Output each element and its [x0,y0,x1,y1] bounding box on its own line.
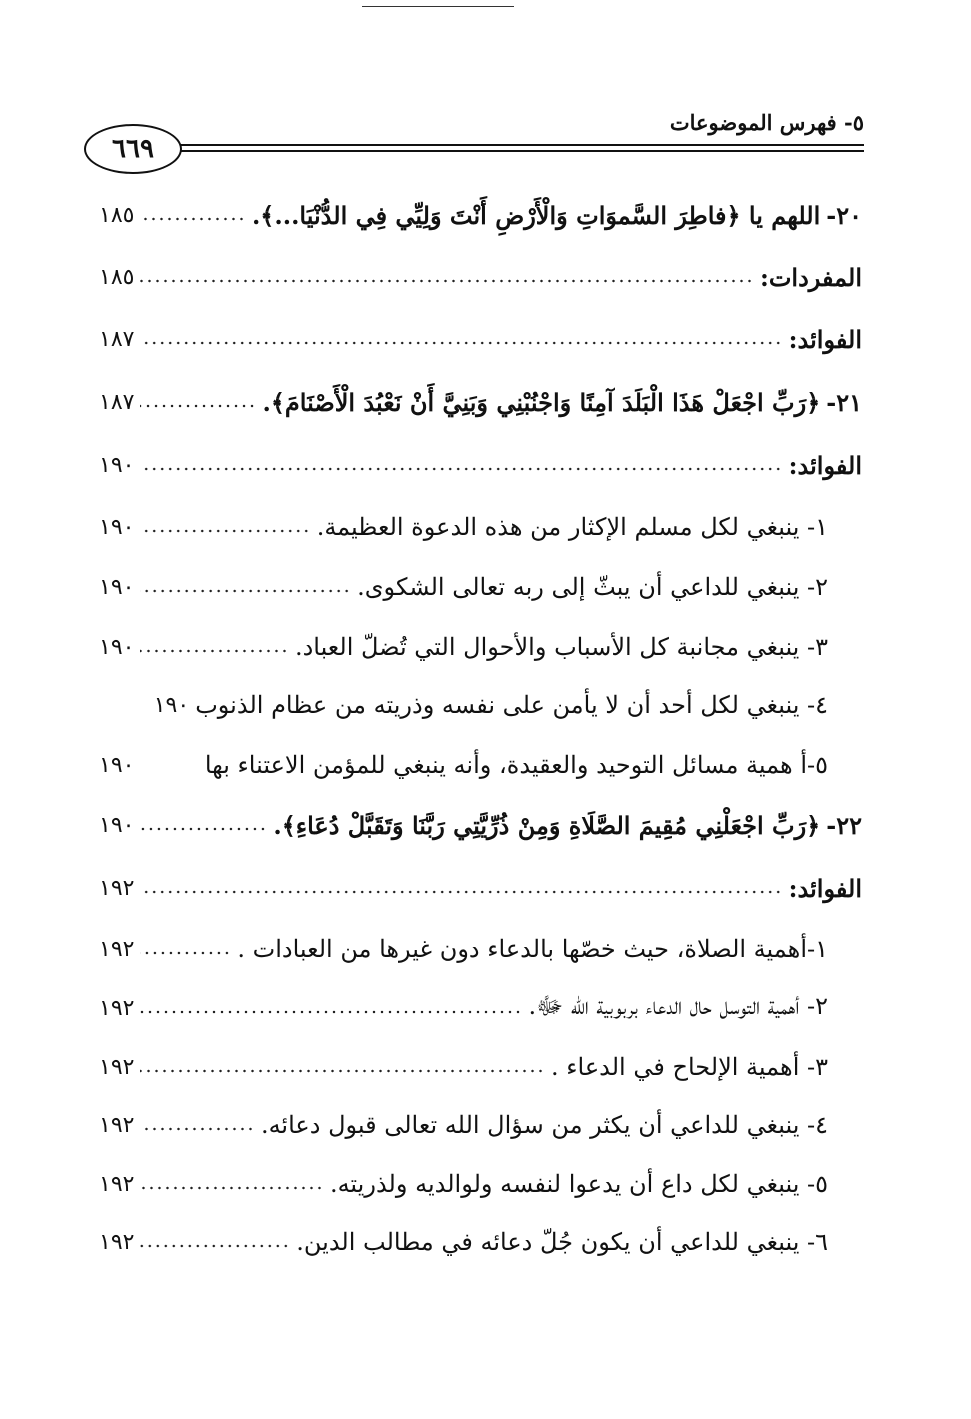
entry-title: ﴿رَبِّ اجْعَلْ هَذَا الْبَلَدَ آمِنًا وَاجْنُبْنِي وَبَنِيَّ أَنْ نَعْبُدَ الْأَصْنَامَ﴾. [262,387,821,417]
entry-title: ٤- ينبغي للداعي أن يكثر من سؤال الله تعالى قبول دعائه. [260,1111,828,1139]
entry-page: ١٩٢ [99,1054,135,1080]
entry-page: ١٩٠ [153,692,190,718]
toc-entry [95,377,862,427]
page-header [84,110,864,176]
entry-title: ﴿رَبِّ اجْعَلْنِي مُقِيمَ الصَّلَاةِ وَمِنْ ذُرِّيَّتِي رَبَّنَا وَتَقَبَّلْ دُعَاءِ﴾. [273,810,821,840]
header-rule [174,150,864,152]
entry-title: الفوائد: [788,450,862,480]
toc-entry [95,502,862,552]
toc-entry [95,562,862,612]
entry-title: ٤- ينبغي لكل أحد أن لا يأمن على نفسه وذريته من عظام الذنوب [195,691,828,719]
entry-page: ١٩٢ [99,1229,135,1255]
dot-leader [140,582,351,600]
entry-page: ١٨٧ [99,326,135,352]
entry-title: ٥- ينبغي لكل داع أن يدعوا لنفسه ولوالديه ولذريته. [329,1170,828,1198]
entry-page: ١٩٠ [99,634,135,660]
dot-leader [140,1120,254,1138]
toc-entry [95,190,862,240]
entry-title: ٣- ينبغي مجانبة كل الأسباب والأحوال التي تُضلّ العباد. [294,633,828,661]
toc-entry [95,252,862,302]
dot-leader [140,1062,545,1080]
top-rule [362,6,514,7]
dot-leader [140,210,245,228]
entry-title: اللهم يا ﴿فاطِرَ السَّموَاتِ وَالْأَرْضِ أَنْتَ وَلِيِّي فِي الدُّنْيَا...﴾. [251,200,821,230]
entry-title: الفوائد: [788,873,862,903]
entry-page: ١٩٠ [99,574,135,600]
dot-leader [140,883,782,901]
toc-entry [95,314,862,364]
dot-leader [140,272,754,290]
dot-leader [140,522,310,540]
entry-title: ٢- ينبغي للداعي أن يبثّ إلى ربه تعالى الشكوى. [357,573,828,601]
toc-entry [95,1042,862,1092]
chapter-title: ٥- فهرس الموضوعات [662,110,864,135]
toc-entry [95,1100,862,1150]
toc-entry [95,622,862,672]
entry-title: ٥-أ همية مسائل التوحيد والعقيدة، وأنه ينبغي للمؤمن الاعتناء بها [204,751,828,779]
entry-title: ٢- أهمية التوسل حال الدعاء بربوبية الله ﷻ. [528,991,828,1020]
dot-leader [140,642,288,660]
dot-leader [140,944,231,962]
entry-number: ٢٠- [826,200,862,230]
toc-entry [95,440,862,490]
toc-entry [95,740,862,790]
entry-page: ١٨٥ [99,202,135,228]
entry-title: ٦- ينبغي للداعي أن يكون جُلّ دعائه في مطالب الدين. [296,1228,828,1256]
dot-leader [140,1179,323,1197]
entry-page: ١٨٧ [99,389,135,415]
entry-page: ١٩٢ [99,936,135,962]
toc-entry [95,1159,862,1209]
dot-leader [140,397,256,415]
dot-leader [140,460,782,478]
dot-leader [140,334,782,352]
toc-entry [95,863,862,913]
entry-title: الفوائد: [788,324,862,354]
entry-page: ١٨٥ [99,264,135,290]
entry-title: ١-أهمية الصلاة، حيث خصّها بالدعاء دون غيرها من العبادات . [237,935,828,963]
entry-number: ٢١- [826,387,862,417]
entry-page: ١٩٢ [99,1171,135,1197]
page-number: ٦٦٩ [112,134,154,164]
entry-number: ٢٢- [826,810,862,840]
entry-title: ٣- أهمية الإلحاح في الدعاء . [550,1053,828,1081]
entry-page: ١٩٢ [99,1112,135,1138]
entry-title: المفردات: [759,262,862,292]
dot-leader [140,1003,522,1021]
toc-entry [95,1217,862,1267]
toc-entry [95,800,862,850]
entry-page: ١٩٠ [99,812,135,838]
toc-entry [95,680,862,730]
entry-page: ١٩٠ [99,452,135,478]
page-number-badge [84,124,182,174]
toc-entry [95,983,862,1033]
entry-page: ١٩٢ [99,995,135,1021]
toc-entry [95,924,862,974]
dot-leader [140,1237,290,1255]
entry-page: ١٩٠ [99,514,135,540]
entry-title: ١- ينبغي لكل مسلم الإكثار من هذه الدعوة العظيمة. [316,513,828,541]
dot-leader [140,820,267,838]
entry-page: ١٩٠ [99,752,135,778]
entry-page: ١٩٢ [99,875,135,901]
header-rule [174,144,864,146]
